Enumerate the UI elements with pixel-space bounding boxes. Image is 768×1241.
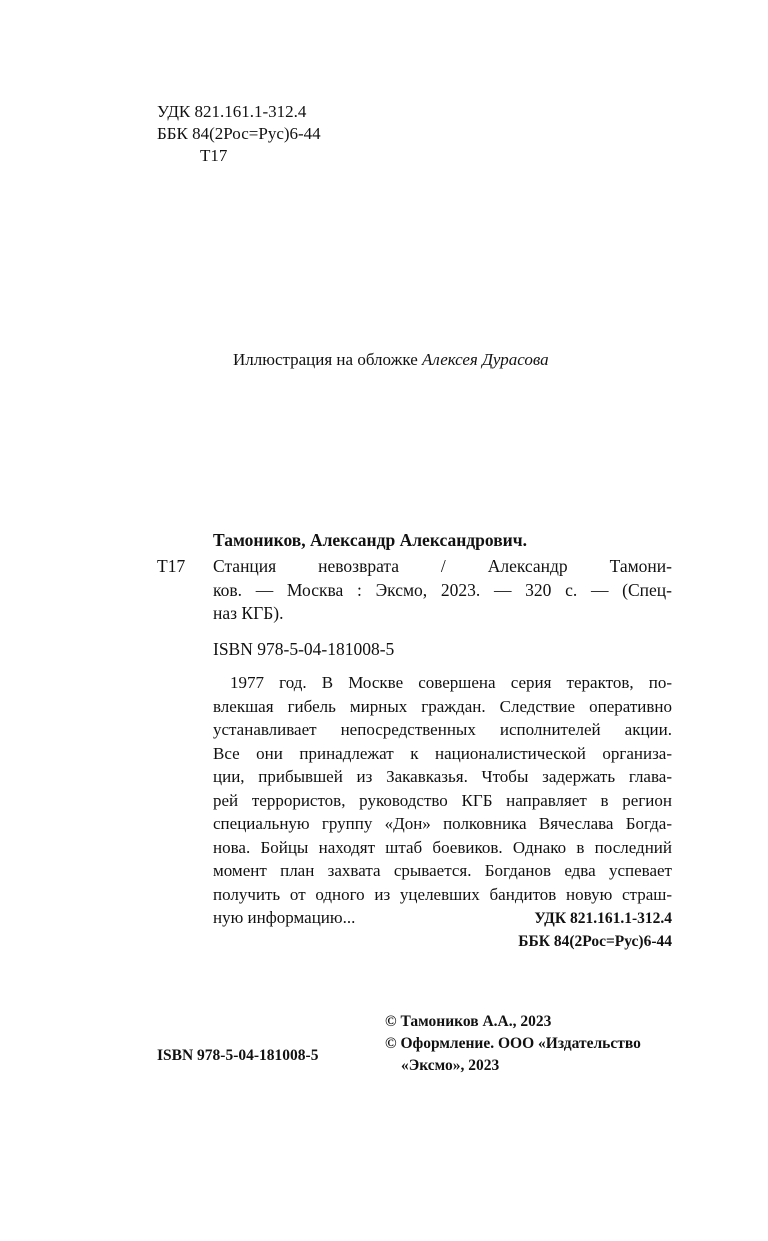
annotation-line: Все они принадлежат к националистической организа- [213, 743, 672, 763]
annotation-line: специальную группу «Дон» полковника Вячеслава Богда- [213, 814, 672, 833]
annotation-line: рей террористов, руководство КГБ направляет в регион [213, 790, 672, 810]
isbn-bottom: ISBN 978-5-04-181008-5 [157, 1047, 319, 1064]
bottom-bbk-code: ББК 84(2Рос=Рус)6-44 [518, 933, 672, 950]
bbk-code: ББК 84(2Рос=Рус)6-44 [157, 124, 321, 143]
author-heading: Тамоников, Александр Александрович. [213, 530, 527, 550]
description-line: наз КГБ). [213, 603, 284, 623]
bottom-classification [420, 907, 672, 953]
annotation-line: ции, прибывшей из Закавказья. Чтобы задержать глава- [213, 767, 672, 786]
description-line: ков. — Москва : Эксмо, 2023. — 320 с. — (Спец- [213, 579, 672, 600]
copyright-design: © Оформление. ООО «Издательство [385, 1035, 641, 1052]
annotation-line: получить от одного из уцелевших бандитов новую страш- [213, 884, 672, 904]
bottom-udk-code: УДК 821.161.1-312.4 [534, 910, 672, 927]
author-mark: Т17 [200, 146, 228, 165]
annotation-line: момент план захвата срывается. Богданов едва успевает [213, 861, 672, 880]
annotation-line: влекшая гибель мирных граждан. Следствие оперативно [213, 696, 672, 716]
illustration-artist: Алексея Дурасова [422, 350, 549, 369]
annotation [213, 671, 672, 930]
annotation-line: нова. Бойцы находят штаб боевиков. Однако в последний [213, 837, 672, 857]
copyright-block [385, 1011, 641, 1077]
illustration-credit-prefix: Иллюстрация на обложке [233, 350, 418, 369]
bibliographic-description [213, 555, 672, 626]
annotation-line: ную информацию... [213, 908, 356, 927]
annotation-line: устанавливает непосредственных исполнителей акции. [213, 720, 672, 739]
copyright-design-continued: «Эксмо», 2023 [401, 1057, 500, 1074]
illustration-credit [233, 349, 549, 371]
copyright-author: © Тамоников А.А., 2023 [385, 1013, 552, 1030]
top-classification [157, 101, 321, 167]
record-author-mark: Т17 [157, 556, 186, 576]
annotation-line: 1977 год. В Москве совершена серия терактов, по- [230, 673, 672, 692]
description-line: Станция невозврата / Александр Тамони- [213, 556, 672, 576]
udk-code: УДК 821.161.1-312.4 [157, 102, 307, 121]
record-isbn: ISBN 978-5-04-181008-5 [213, 639, 395, 659]
